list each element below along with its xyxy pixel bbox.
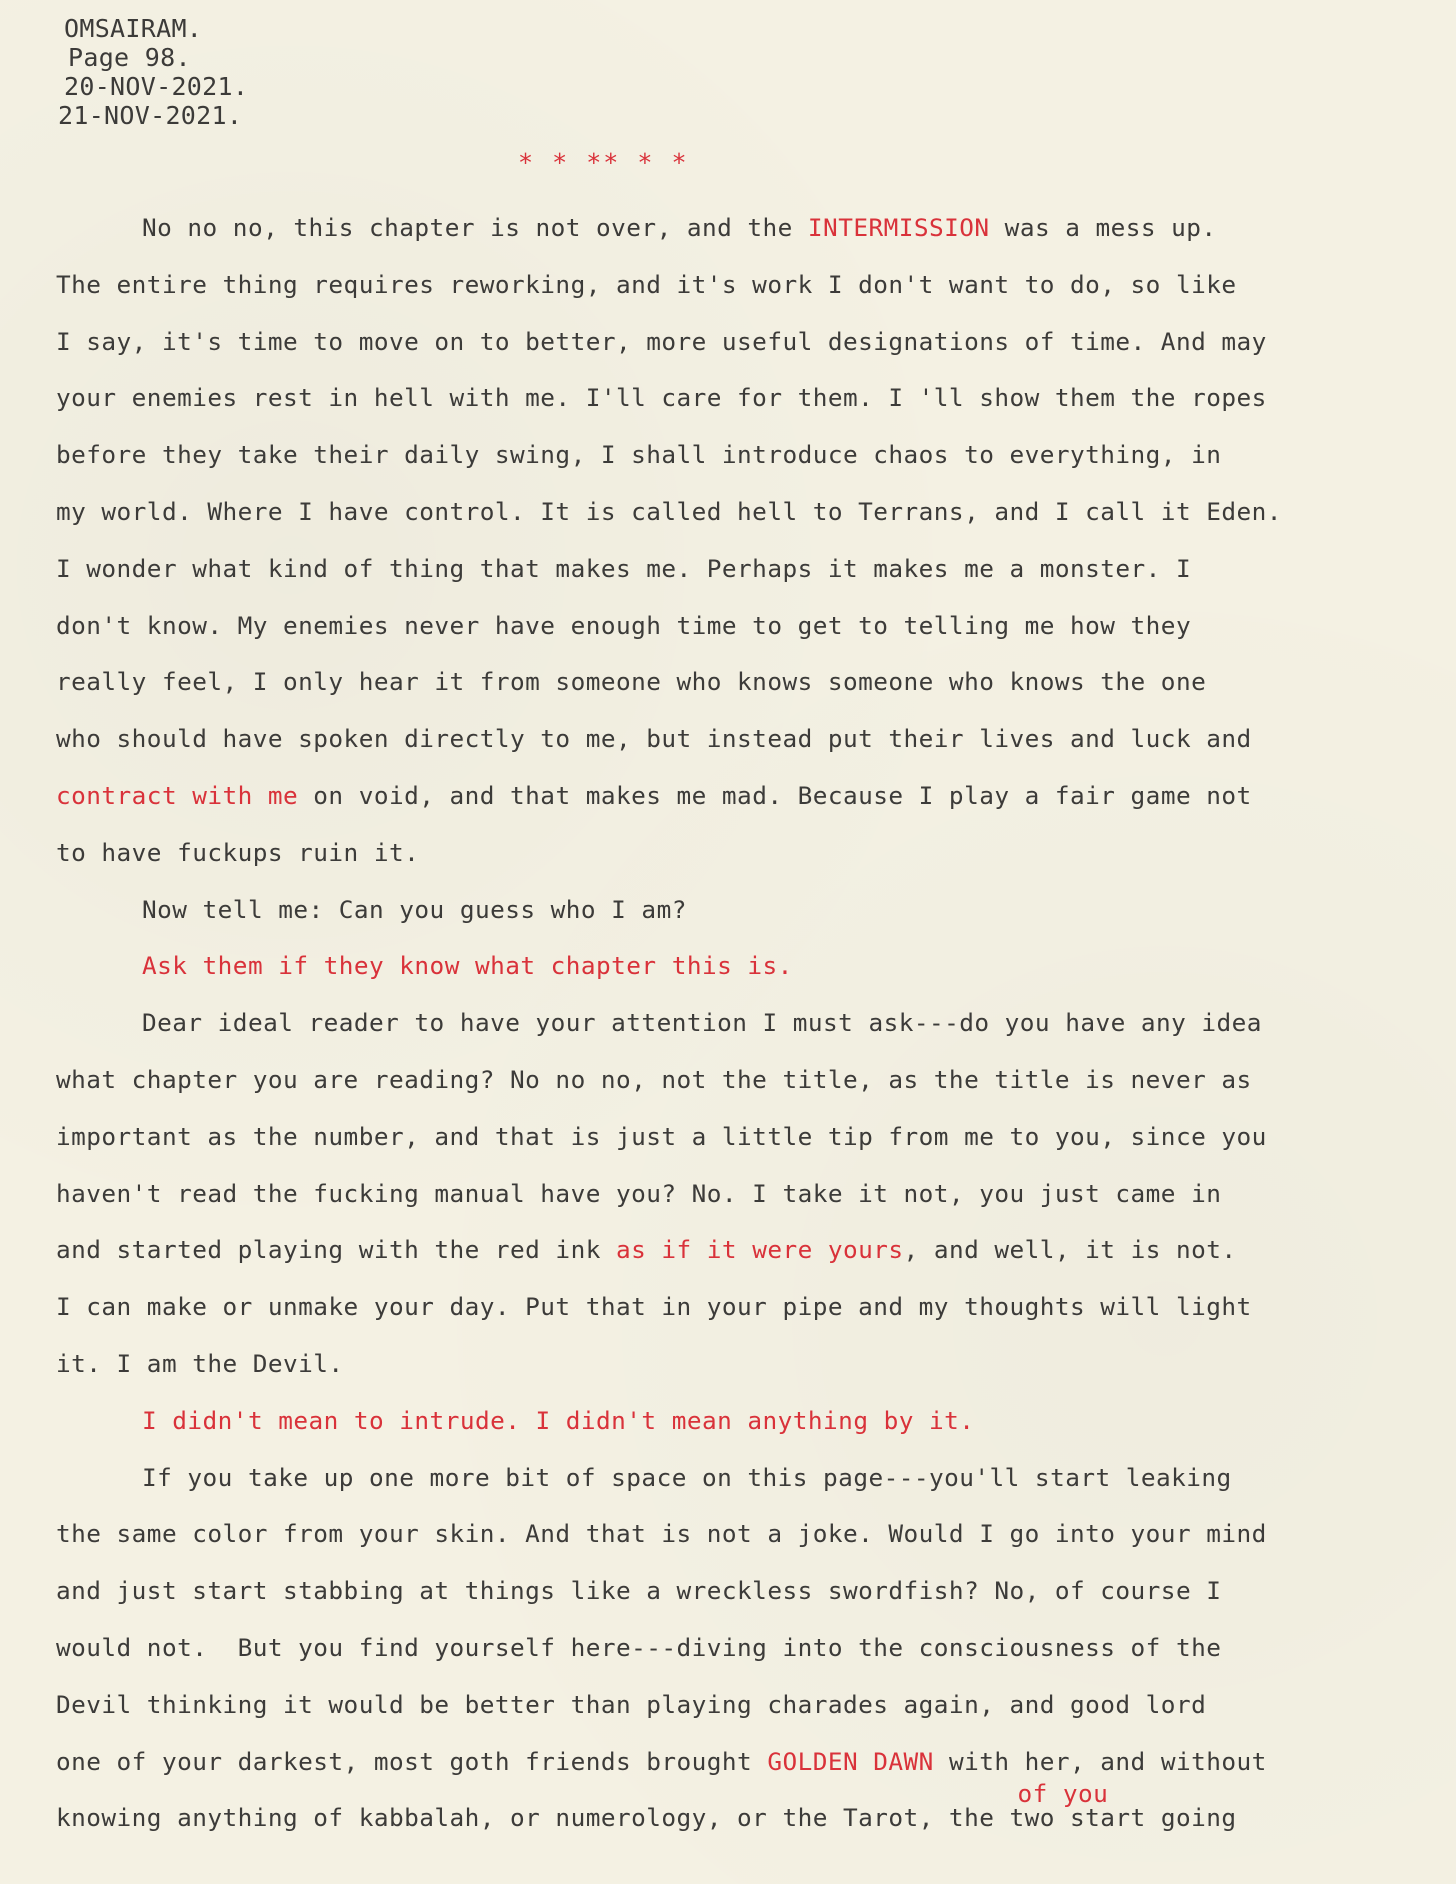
body-text <box>56 200 1446 1847</box>
text-line: don't know. My enemies never have enough time to get to telling me how they <box>56 610 1192 640</box>
red-ink-text: INTERMISSION <box>807 213 990 242</box>
text-line: who should have spoken directly to me, but instead put their lives and luck and <box>56 724 1252 754</box>
text-line: would not. But you find yourself here---diving into the consciousness of the <box>56 1632 1222 1662</box>
text-line: your enemies rest in hell with me. I'll care for them. I 'll show them the ropes <box>56 383 1267 413</box>
text-line: and just start stabbing at things like a wreckless swordfish? No, of course I <box>56 1576 1222 1606</box>
overtyped-word: two of you <box>1009 1790 1054 1847</box>
text-line: and started playing with the red ink as if it were yours, and well, it is not. <box>56 1235 1237 1265</box>
text-line: The entire thing requires reworking, and it's work I don't want to do, so like <box>56 269 1237 299</box>
header-page-number: Page 98. <box>68 43 191 72</box>
text-line: Now tell me: Can you guess who I am? <box>142 894 687 924</box>
red-ink-insertion: of you <box>1017 1779 1109 1809</box>
text-line: I can make or unmake your day. Put that in your pipe and my thoughts will light <box>56 1292 1252 1322</box>
text-line: what chapter you are reading? No no no, not the title, as the title is never as <box>56 1064 1252 1094</box>
text-line: to have fuckups ruin it. <box>56 837 420 867</box>
text-line: my world. Where I have control. It is called hell to Terrans, and I call it Eden. <box>56 496 1282 526</box>
text-line: Devil thinking it would be better than playing charades again, and good lord <box>56 1689 1207 1719</box>
section-divider: * * ** * * <box>518 148 689 177</box>
text-line: really feel, I only hear it from someone who knows someone who knows the one <box>56 667 1207 697</box>
red-ink-line: Ask them if they know what chapter this is. <box>142 951 793 981</box>
text-line: If you take up one more bit of space on this page---you'll start leaking <box>142 1462 1232 1492</box>
page-header <box>56 14 248 130</box>
text-line: No no no, this chapter is not over, and the INTERMISSION was a mess up. <box>142 213 1217 242</box>
text-line: I wonder what kind of thing that makes me. Perhaps it makes me a monster. I <box>56 553 1192 583</box>
text-line: knowing anything of kabbalah, or numerology, or the Tarot, the two of you start going <box>56 1790 1446 1847</box>
text-line: before they take their daily swing, I shall introduce chaos to everything, in <box>56 440 1222 470</box>
red-ink-text: contract with me <box>56 780 299 810</box>
text-line: contract with me on void, and that makes me mad. Because I play a fair game not <box>56 780 1252 810</box>
text-line: it. I am the Devil. <box>56 1348 344 1378</box>
red-ink-line: I didn't mean to intrude. I didn't mean anything by it. <box>142 1405 975 1435</box>
red-ink-text: as if it were yours <box>615 1235 904 1265</box>
text-line: Dear ideal reader to have your attention I must ask---do you have any idea <box>142 1008 1262 1038</box>
header-date-2: 21-NOV-2021. <box>58 101 243 130</box>
text-line: haven't read the fucking manual have you? No. I take it not, you just came in <box>56 1178 1222 1208</box>
text-line: I say, it's time to move on to better, more useful designations of time. And may <box>56 326 1267 356</box>
text-line: one of your darkest, most goth friends brought GOLDEN DAWN with her, and without <box>56 1746 1267 1776</box>
text-line: important as the number, and that is just a little tip from me to you, since you <box>56 1121 1267 1151</box>
red-ink-text: GOLDEN DAWN <box>767 1746 934 1776</box>
header-title: OMSAIRAM. <box>64 14 203 43</box>
header-date-1: 20-NOV-2021. <box>64 72 249 101</box>
text-line: the same color from your skin. And that is not a joke. Would I go into your mind <box>56 1519 1267 1549</box>
